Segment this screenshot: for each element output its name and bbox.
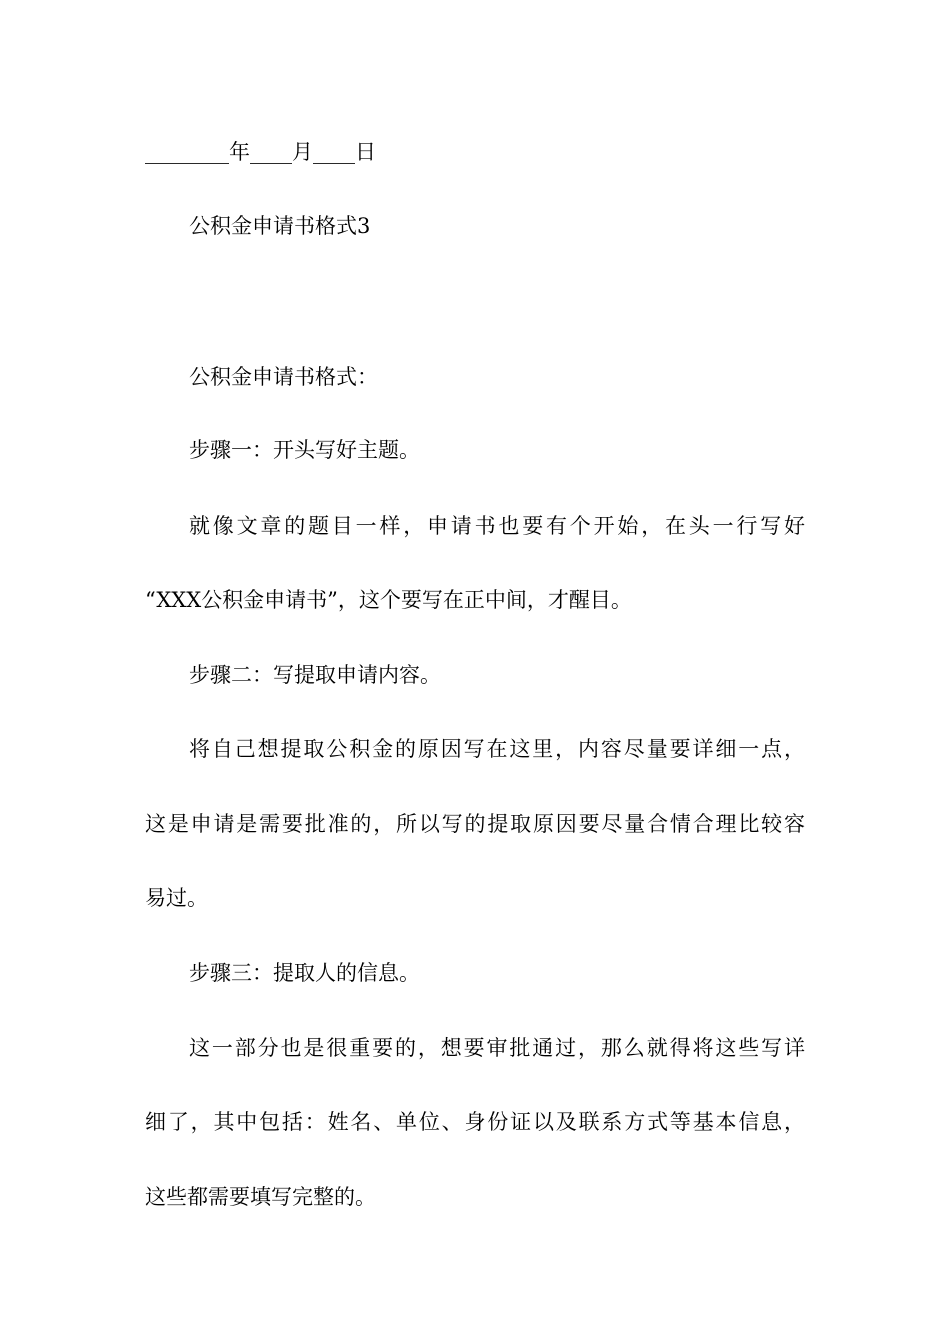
date-line: ________年____月____日 bbox=[145, 140, 376, 164]
step3-body-line: 这些都需要填写完整的。 bbox=[145, 1185, 376, 1209]
step1-title: 步骤一：开头写好主题。 bbox=[189, 438, 420, 462]
step1-body-line: “XXX公积金申请书”，这个要写在正中间，才醒目。 bbox=[145, 588, 632, 612]
step1-body-line: 就像文章的题目一样，申请书也要有个开始，在头一行写好 bbox=[189, 514, 805, 538]
step2-title: 步骤二：写提取申请内容。 bbox=[189, 663, 441, 687]
intro-line: 公积金申请书格式： bbox=[189, 365, 378, 389]
step2-body-line: 将自己想提取公积金的原因写在这里，内容尽量要详细一点， bbox=[189, 737, 805, 761]
step2-body-line: 这是申请是需要批准的，所以写的提取原因要尽量合情合理比较容 bbox=[145, 812, 805, 836]
step3-body-line: 这一部分也是很重要的，想要审批通过，那么就得将这些写详 bbox=[189, 1036, 805, 1060]
step3-title: 步骤三：提取人的信息。 bbox=[189, 961, 420, 985]
step3-body-line: 细了，其中包括：姓名、单位、身份证以及联系方式等基本信息， bbox=[145, 1110, 805, 1134]
step2-body-line: 易过。 bbox=[145, 886, 208, 910]
document-heading: 公积金申请书格式3 bbox=[189, 214, 371, 238]
